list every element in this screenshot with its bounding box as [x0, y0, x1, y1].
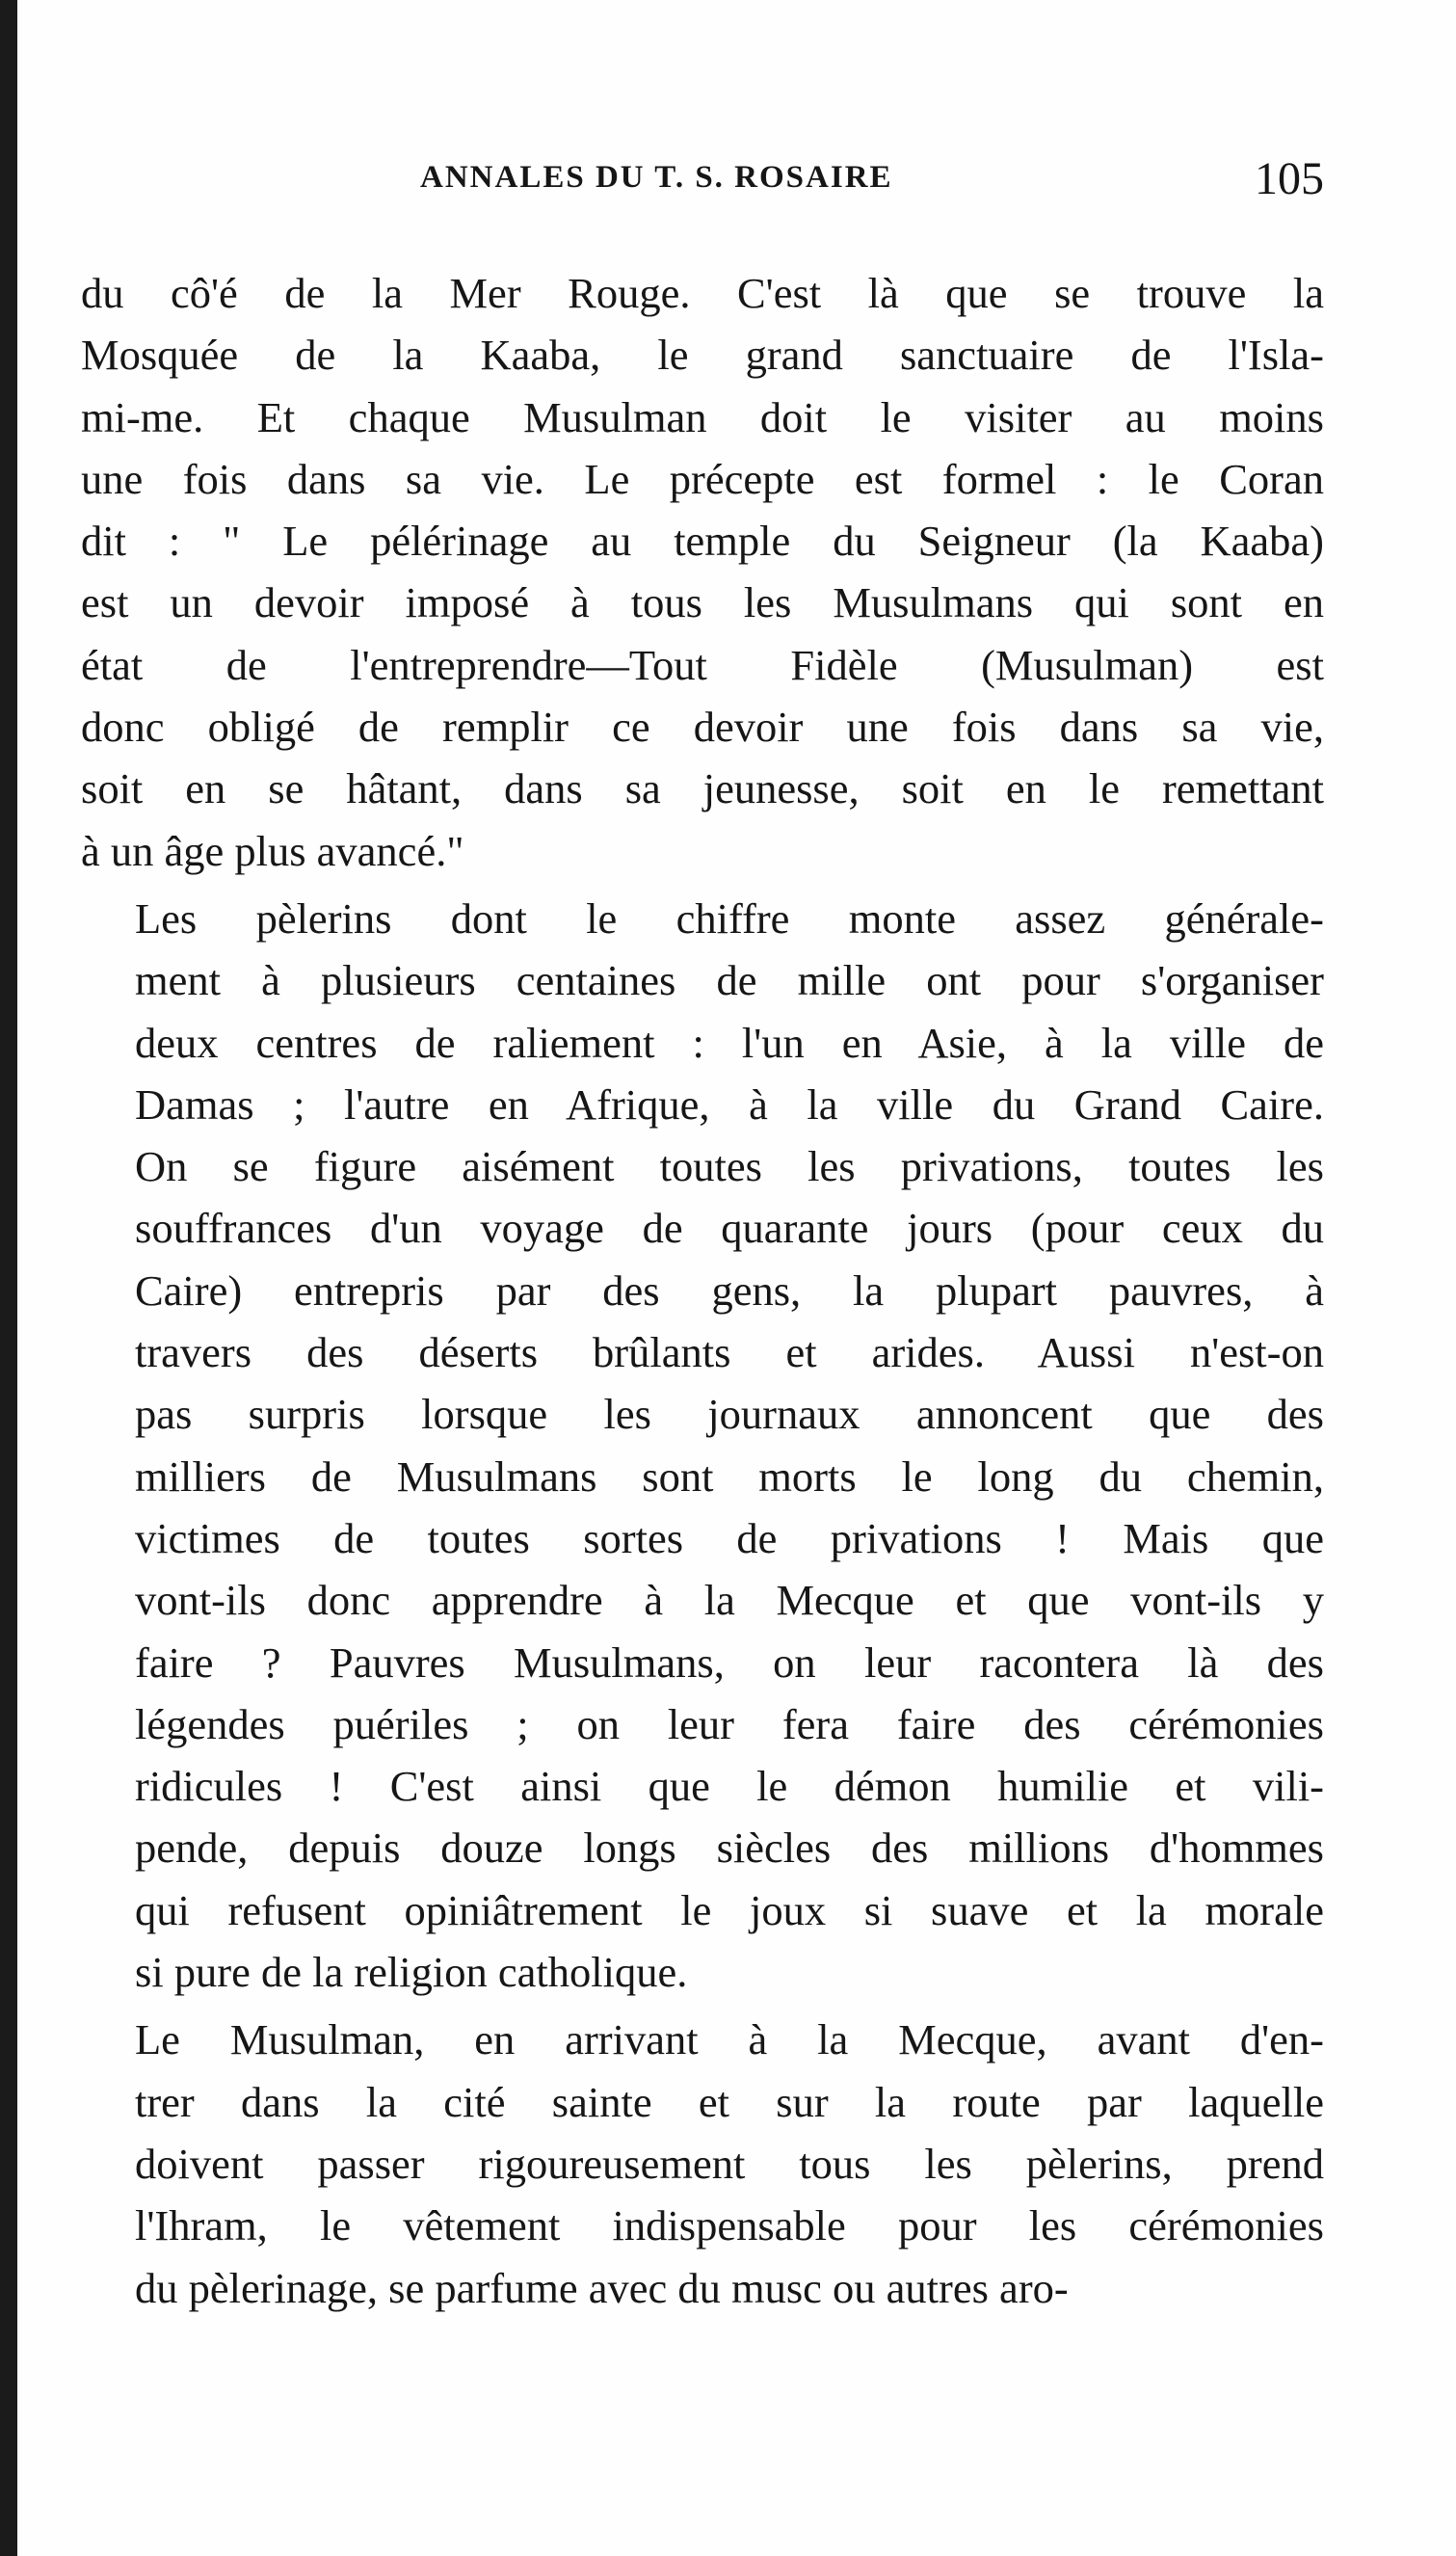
text-line: On se figure aisément toutes les privations, toutes les	[135, 1142, 1324, 1191]
text-line: pas surpris lorsque les journaux annoncent que des	[135, 1390, 1324, 1439]
text-line: à un âge plus avancé."	[81, 826, 464, 875]
running-head: ANNALES DU T. S. ROSAIRE	[420, 160, 893, 195]
text-line: si pure de la religion catholique.	[135, 1948, 688, 1997]
text-line: une fois dans sa vie. Le précepte est formel : le Coran	[81, 454, 1324, 503]
binding-edge	[0, 0, 17, 2556]
text-line: soit en se hâtant, dans sa jeunesse, soit en le remettant	[81, 764, 1324, 813]
text-line: Damas ; l'autre en Afrique, à la ville du Grand Caire.	[135, 1079, 1324, 1129]
text-line: mi-me. Et chaque Musulman doit le visiter au moins	[81, 392, 1324, 441]
text-line: du pèlerinage, se parfume avec du musc ou autres aro-	[135, 2263, 1069, 2312]
paragraph	[81, 2009, 1324, 2318]
text-line: donc obligé de remplir ce devoir une fois dans sa vie,	[81, 703, 1324, 752]
text-line: souffrances d'un voyage de quarante jours (pour ceux du	[135, 1204, 1324, 1253]
text-line: milliers de Musulmans sont morts le long du chemin,	[135, 1451, 1324, 1501]
text-line: deux centres de raliement : l'un en Asie, à la ville de	[135, 1018, 1324, 1067]
text-line: Mosquée de la Kaaba, le grand sanctuaire de l'Isla-	[81, 331, 1324, 380]
text-line: état de l'entreprendre—Tout Fidèle (Musulman) est	[81, 640, 1324, 689]
text-line: Les pèlerins dont le chiffre monte assez généralе-	[135, 893, 1324, 943]
text-line: du cô'é de la Mer Rouge. C'est là que se trouve la	[81, 269, 1324, 317]
text-line: est un devoir imposé à tous les Musulmans qui sont en	[81, 578, 1324, 627]
body-text	[81, 262, 1324, 2319]
text-line: Le Musulman, en arrivant à la Mecque, avant d'en-	[135, 2015, 1324, 2064]
text-line: trer dans la cité sainte et sur la route par laquelle	[135, 2077, 1324, 2126]
paragraph	[81, 262, 1324, 882]
text-line: doivent passer rigoureusement tous les pèlerins, prend	[135, 2139, 1324, 2188]
text-line: victimes de toutes sortes de privations ! Mais que	[135, 1513, 1324, 1562]
text-line: vont-ils donc apprendre à la Mecque et que vont-ils y	[135, 1576, 1324, 1625]
text-line: faire ? Pauvres Musulmans, on leur racontera là des	[135, 1637, 1324, 1687]
text-line: Caire) entrepris par des gens, la plupart pauvres, à	[135, 1265, 1324, 1315]
page-number: 105	[1255, 153, 1324, 204]
text-line: pende, depuis douze longs siècles des millions d'hommes	[135, 1824, 1324, 1873]
text-line: légendes puériles ; on leur fera faire des cérémonies	[135, 1699, 1324, 1748]
text-line: ridicules ! C'est ainsi que le démon humilie et vili-	[135, 1762, 1324, 1811]
text-line: ment à plusieurs centaines de mille ont pour s'organiser	[135, 956, 1324, 1005]
page-header	[81, 152, 1324, 210]
text-line: l'Ihram, le vêtement indispensable pour les cérémonies	[135, 2201, 1324, 2250]
text-line: dit : " Le pélérinage au temple du Seigneur (la Kaaba)	[81, 517, 1324, 566]
text-line: travers des déserts brûlants et arides. Aussi n'est-on	[135, 1328, 1324, 1377]
paragraph	[81, 888, 1324, 2003]
text-line: qui refusent opiniâtrement le joux si suave et la morale	[135, 1885, 1324, 1934]
